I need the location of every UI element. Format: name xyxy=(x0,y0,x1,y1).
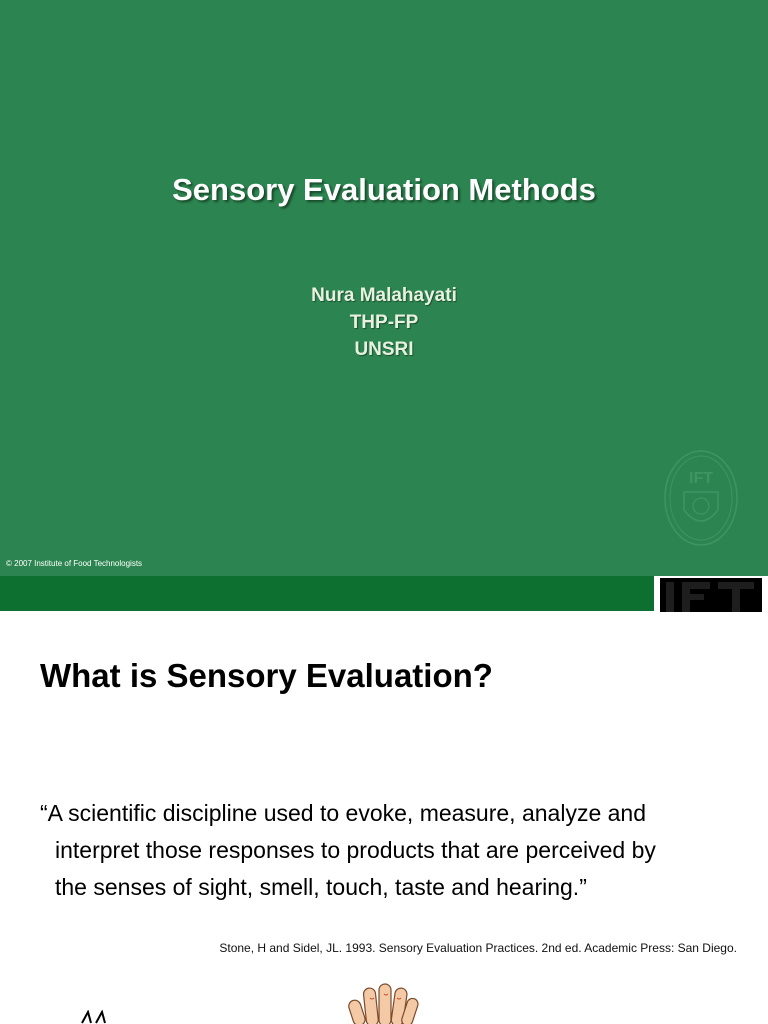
citation: Stone, H and Sidel, JL. 1993. Sensory Evaluation Practices. 2nd ed. Academic Press: San Diego. xyxy=(219,941,737,955)
ift-logo-icon xyxy=(660,578,762,612)
author-name: Nura Malahayati xyxy=(311,285,457,306)
svg-text:IFT: IFT xyxy=(689,470,713,487)
quote-line: “A scientific discipline used to evoke, measure, analyze and xyxy=(40,800,646,826)
ift-seal-icon xyxy=(662,448,740,548)
ift-logo xyxy=(660,578,762,612)
copyright-notice: © 2007 Institute of Food Technologists xyxy=(6,559,143,568)
slide2-title: What is Sensory Evaluation? xyxy=(40,657,493,694)
author-block xyxy=(0,282,768,363)
slide-title: Sensory Evaluation Methods xyxy=(172,172,596,207)
quote-line: the senses of sight, smell, touch, taste and hearing.” xyxy=(55,874,587,900)
quote-line: interpret those responses to products that are perceived by xyxy=(55,837,656,863)
footer-bar xyxy=(0,576,654,611)
decorative-script-icon xyxy=(78,1010,138,1024)
author-department: THP-FP xyxy=(349,312,419,333)
definition-quote xyxy=(40,795,740,906)
hand-icon xyxy=(344,980,424,1024)
author-institution: UNSRI xyxy=(354,339,414,360)
